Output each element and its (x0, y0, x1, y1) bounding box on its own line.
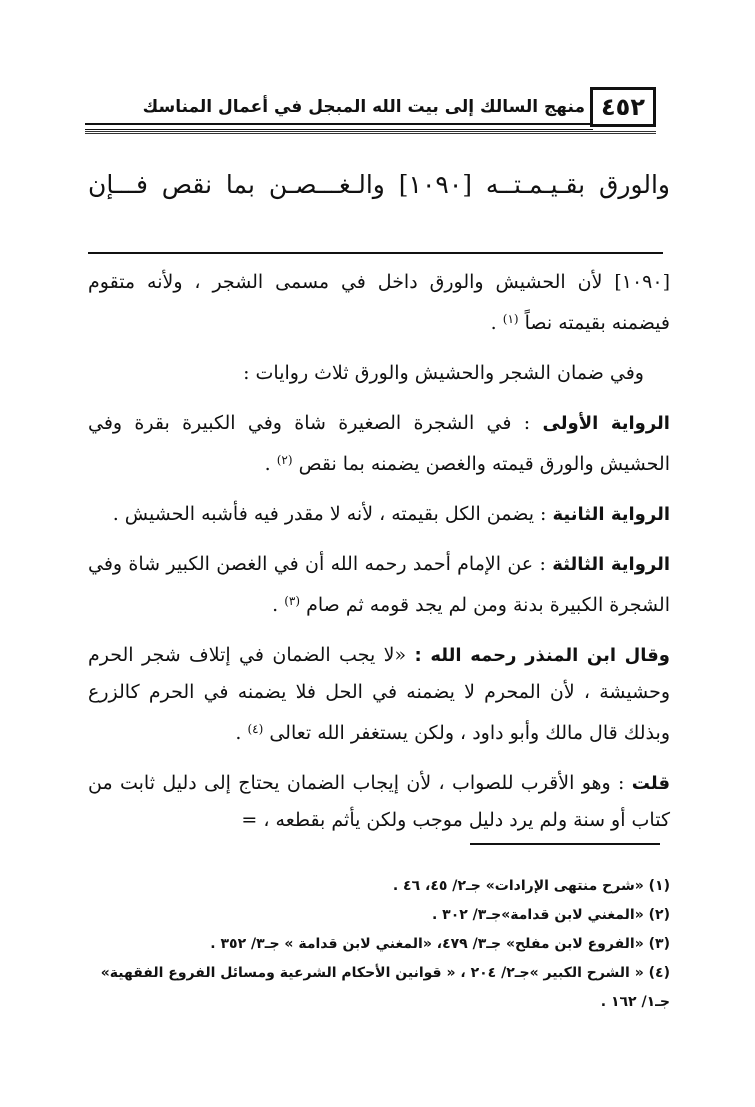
paragraph-text: وفي ضمان الشجر والحشيش والورق ثلاث روايات : (243, 362, 644, 384)
paragraph-text: : في الشجرة الصغيرة شاة وفي الكبيرة بقرة وفي الحشيش والورق قيمته والغصن يضمنه بما نقص (88, 412, 670, 475)
footnote-marker: (٤) (247, 722, 264, 736)
footnote: (٤) « الشرح الكبير »جـ٢/ ٢٠٤ ، « قوانين الأحكام الشرعية ومسائل الفروع الفقهية» جـ١/ ١٦٢ . (100, 965, 670, 1010)
footnote: (١) «شرح منتهى الإرادات» جـ٢/ ٤٥، ٤٦ . (392, 878, 670, 894)
running-header-title: منهج السالك إلى بيت الله المبجل في أعمال المناسك (142, 97, 585, 117)
commentary-paragraph: [١٠٩٠] لأن الحشيش والورق داخل في مسمى الشجر ، ولأنه متقوم فيضمنه بقيمته نصاً $^{(١)}$ . (88, 271, 670, 334)
commentary-paragraph (88, 765, 670, 839)
commentary-paragraph: وقال ابن المنذر رحمه الله : «لا يجب الضمان في إتلاف شجر الحرم وحشيشة ، لأن المحرم لا يضمنه في الحل فلا يضمنه في الحرم كالزرع وبذلك قال مالك وأبو داود ، ولكن يستغفر الله تعالى $^{(٤)}$ . (88, 644, 670, 744)
header-double-rule (85, 131, 656, 134)
footnote-marker: (٣) (284, 594, 301, 608)
paragraph-text: «لا يجب الضمان في إتلاف شجر الحرم وحشيشة ، لأن المحرم لا يضمنه في الحل فلا يضمنه في الحرم كالزرع وبذلك قال مالك وأبو داود ، ولكن يستغفر الله تعالى (88, 644, 670, 744)
paragraph-label: الرواية الأولى (542, 413, 670, 434)
paragraph-label: وقال ابن المنذر رحمه الله : (414, 645, 670, 666)
paragraph-label: الرواية الثالثة (552, 554, 671, 575)
footnote: (٣) «الفروع لابن مفلح» جـ٣/ ٤٧٩، «المغني لابن قدامة » جـ٣/ ٣٥٢ . (210, 936, 670, 952)
commentary-paragraph (88, 355, 670, 392)
main-verse-line: والورق بقـيـمـتــه [١٠٩٠] والـغـــصـن بما نقص فـــإن (88, 170, 670, 199)
footnote-divider (470, 843, 660, 845)
commentary (88, 264, 670, 852)
commentary-paragraph: الرواية الثالثة : عن الإمام أحمد رحمه الله أن في الغصن الكبير شاة وفي الشجرة الكبيرة بدنة ومن لم يجد قومه ثم صام $^{(٣)}$ . (88, 553, 671, 616)
commentary-paragraph (88, 496, 670, 533)
commentary-reference: [١٠٩٠] (614, 271, 670, 293)
main-text-divider (88, 252, 663, 254)
page-number: ٤٥٢ (590, 87, 656, 127)
paragraph-text: لأن الحشيش والورق داخل في مسمى الشجر ، ولأنه متقوم فيضمنه بقيمته نصاً (88, 271, 670, 334)
footnote-marker: (٢) (276, 453, 293, 467)
paragraph-text: : عن الإمام أحمد رحمه الله أن في الغصن الكبير شاة وفي الشجرة الكبيرة بدنة ومن لم يجد قومه ثم صام (88, 553, 670, 616)
paragraph-text: : يضمن الكل بقيمته ، لأنه لا مقدر فيه فأشبه الحشيش . (112, 503, 547, 525)
paragraph-label: قلت (631, 773, 670, 794)
footnotes (88, 872, 670, 1017)
header-rule (85, 123, 593, 130)
footnote-marker: (١) (502, 312, 519, 326)
footnote: (٢) «المغني لابن قدامة»جـ٣/ ٣٠٢ . (431, 907, 670, 923)
paragraph-text: : وهو الأقرب للصواب ، لأن إيجاب الضمان يحتاج إلى دليل ثابت من كتاب أو سنة ولم يرد دليل موجب ولكن يأثم بقطعه ، = (88, 772, 670, 831)
commentary-paragraph: الرواية الأولى : في الشجرة الصغيرة شاة وفي الكبيرة بقرة وفي الحشيش والورق قيمته والغصن يضمنه بما نقص $^{(٢)}$ . (88, 412, 670, 475)
paragraph-label: الرواية الثانية (552, 504, 670, 525)
